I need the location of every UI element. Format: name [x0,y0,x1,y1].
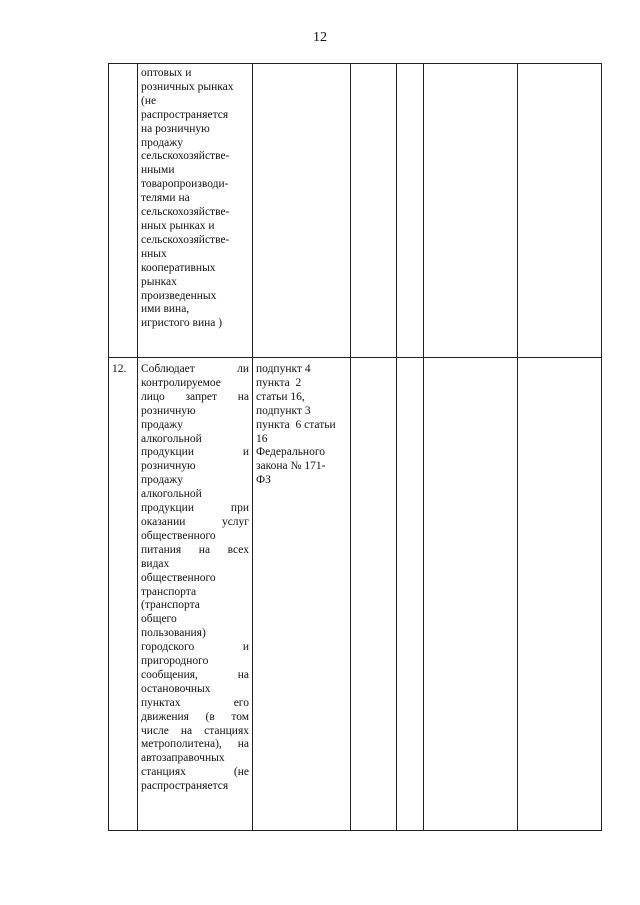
legal-basis-text-line: закона № 171- [256,460,326,473]
legal-basis-text-line: подпункт 4 [256,363,311,375]
requirement-text-line: движения (в том [141,710,249,723]
continued-requirement-cell [141,67,249,331]
requirement-text-line: сельскохозяйстве- [141,206,230,219]
row-number: 12. [112,363,127,375]
column-border [108,63,109,831]
requirement-text-line: нных [141,247,167,260]
requirement-text-line: лицо запрет на [141,390,249,403]
column-border [137,63,138,831]
requirement-cell [141,363,249,794]
legal-basis-text-line: ФЗ [256,474,271,487]
requirement-text-line: пользования) [141,627,206,640]
requirement-text-line: сельскохозяйстве- [141,233,230,246]
requirement-text-line: игристого вина ) [141,317,223,330]
legal-basis-cell [256,363,348,488]
requirement-text-line: оказании услуг [141,515,249,528]
requirement-text-line: метрополитена), на [141,738,249,751]
legal-basis-text-line: статьи 16, [256,390,305,403]
row-divider [108,357,602,358]
requirement-text-line: (не [141,94,157,107]
legal-basis-text-line: Федерального [256,446,326,459]
requirement-text-line: продажу [141,136,183,149]
requirement-text-line: продукции и [141,446,249,459]
requirement-text-line: нных рынках и [141,219,215,232]
requirement-text-line: городского и [141,641,249,654]
requirement-text-line: питания на всех [141,543,249,556]
requirement-text-line: алкогольной [141,432,202,445]
requirement-text-line: видах [141,557,170,570]
requirement-text-line: кооперативных [141,261,216,274]
requirement-text-line: общественного [141,529,216,542]
requirement-text-line: сельскохозяйстве- [141,150,230,163]
requirement-text-line: общественного [141,571,216,584]
column-border [423,63,424,831]
requirement-text-line: (транспорта [141,599,200,612]
requirement-text-line: продукции при [141,502,249,515]
requirement-text-line: розничную [141,404,196,417]
legal-basis-text-line: 16 [256,432,268,445]
requirement-text-line: пригородного [141,655,209,668]
requirement-text-line: распространяется [141,780,229,793]
requirement-text-line: телями на [141,192,190,205]
requirement-text-line: продажу [141,474,183,487]
requirement-text-line: на розничную [141,122,210,135]
requirement-text-line: ими вина, [141,303,190,316]
requirement-text-line: пунктах его [141,696,249,709]
column-border [396,63,397,831]
requirement-text-line: общего [141,613,177,626]
column-border [252,63,253,831]
requirement-text-line: нными [141,164,175,177]
requirement-text-line: продажу [141,418,183,431]
requirement-text-line: розничную [141,460,196,473]
requirement-text-line: товаропроизводи- [141,178,229,191]
requirement-text-line: произведенных [141,289,217,302]
requirement-text-line: распространяется [141,108,229,121]
requirement-text-line: станциях (не [141,766,249,779]
requirement-text-line: алкогольной [141,488,202,501]
requirement-text-line: транспорта [141,585,197,598]
legal-basis-text-line: пункта 2 [256,376,302,389]
requirement-text-line: рынках [141,275,177,288]
requirement-text-line: остановочных [141,682,211,695]
legal-basis-text-line: пункта 6 статьи [256,418,336,431]
page-number: 12 [313,30,327,45]
column-border [601,63,602,831]
table-top-border [108,63,602,64]
requirement-text-line: автозаправочных [141,752,225,765]
requirement-text-line: розничных рынках [141,80,234,93]
requirement-text-line: оптовых и [141,67,192,79]
legal-basis-text-line: подпункт 3 [256,404,311,417]
column-border [350,63,351,831]
requirement-text-line: сообщения, на [141,668,249,681]
requirement-text-line: числе на станциях [141,724,249,737]
requirement-text-line: контролируемое [141,376,221,389]
requirement-text-line: Соблюдает ли [141,363,249,375]
column-border [517,63,518,831]
table-bottom-border [108,830,602,831]
